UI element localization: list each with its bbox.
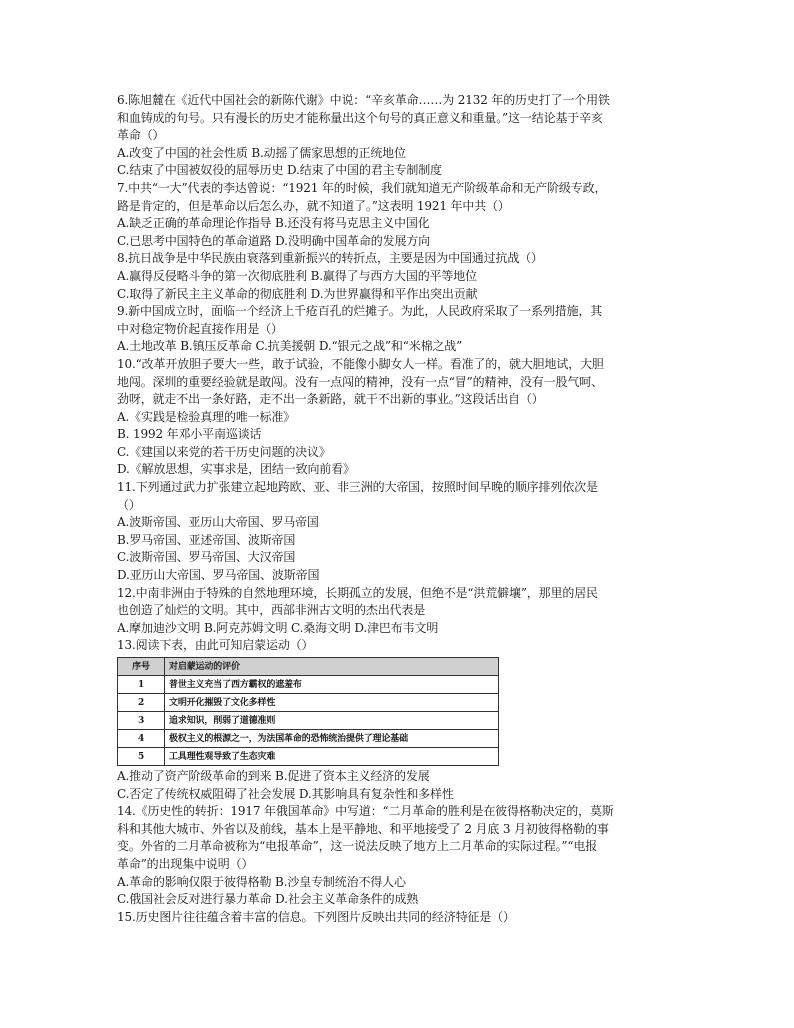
question-block bbox=[117, 303, 679, 356]
option-line: C.波斯帝国、罗马帝国、大汉帝国 bbox=[117, 550, 296, 565]
option-line: A.改变了中国的社会性质 B.动摇了儒家思想的正统地位 bbox=[117, 145, 406, 160]
table-cell: 极权主义的根源之一，为法国革命的恐怖统治提供了理论基础 bbox=[165, 730, 499, 748]
question-stem-line: 中对稳定物价起直接作用是（） bbox=[117, 321, 283, 336]
question-stem-line: 路是肯定的，但是革命以后怎么办，就不知道了。”这表明 1921 年中共（） bbox=[117, 198, 510, 213]
question-stem-line: 6.陈旭麓在《近代中国社会的新陈代谢》中说：“辛亥革命……为 2132 年的历史打了一个用铁 bbox=[117, 93, 610, 107]
question-block bbox=[117, 356, 679, 479]
question-block bbox=[117, 803, 679, 909]
question-stem-line: 革命”的出现集中说明（） bbox=[117, 856, 254, 871]
question-stem-line: 革命（） bbox=[117, 128, 165, 143]
question-stem-line: 和血铸成的句号。只有漫长的历史才能称量出这个句号的真正意义和重量。”这一结论基于辛亥 bbox=[117, 110, 603, 125]
option-line: A.波斯帝国、亚历山大帝国、罗马帝国 bbox=[117, 515, 319, 530]
option-line: D.亚历山大帝国、罗马帝国、波斯帝国 bbox=[117, 568, 320, 583]
question-stem-line: 14.《历史性的转折：1917 年俄国革命》中写道：“二月革命的胜利是在彼得格勒决定的，莫斯 bbox=[117, 804, 614, 819]
question-stem-line: 科和其他大城市、外省以及前线，基本上是平静地、和平地接受了 2 月底 3 月初彼得格勒的事 bbox=[117, 821, 609, 836]
table-header-cell: 对启蒙运动的评价 bbox=[165, 658, 499, 676]
table-row bbox=[118, 694, 499, 712]
table-cell: 1 bbox=[118, 676, 165, 694]
option-line: A.缺乏正确的革命理论作指导 B.还没有将马克思主义中国化 bbox=[117, 216, 430, 231]
table-row bbox=[118, 730, 499, 748]
table-cell: 4 bbox=[118, 730, 165, 748]
question-stem-line: （） bbox=[117, 497, 141, 512]
question-block bbox=[117, 92, 679, 180]
question-13 bbox=[117, 637, 679, 803]
question-stem-line: 15.历史图片往往蕴含着丰富的信息。下列图片反映出共同的经济特征是（） bbox=[117, 909, 515, 924]
question-block bbox=[117, 250, 679, 303]
question-stem-line: 13.阅读下表，由此可知启蒙运动（） bbox=[117, 638, 314, 653]
question-stem-line: 9.新中国成立时，面临一个经济上千疮百孔的烂摊子。为此，人民政府采取了一系列措施，其 bbox=[117, 304, 603, 319]
question-stem-line: 变。外省的二月革命被称为“电报革命”，这一说法反映了地方上二月革命的实际过程。”“电报 bbox=[117, 839, 598, 854]
table-cell: 5 bbox=[118, 748, 165, 766]
table-row bbox=[118, 676, 499, 694]
option-line: C.《建国以来党的若干历史问题的决议》 bbox=[117, 444, 331, 459]
question-block bbox=[117, 479, 679, 585]
table-cell: 普世主义充当了西方霸权的遮羞布 bbox=[165, 676, 499, 694]
option-line: A.赢得反侵略斗争的第一次彻底胜利 B.赢得了与西方大国的平等地位 bbox=[117, 268, 477, 283]
option-line: D.《解放思想，实事求是，团结一致向前看》 bbox=[117, 462, 355, 477]
table-cell: 文明开化摧毁了文化多样性 bbox=[165, 694, 499, 712]
option-line: A.《实践是检验真理的唯一标准》 bbox=[117, 409, 296, 424]
option-line: A.革命的影响仅限于彼得格勒 B.沙皇专制统治不得人心 bbox=[117, 874, 406, 889]
question-stem-line: 12.中南非洲由于特殊的自然地理环境，长期孤立的发展，但绝不是“洪荒僻壤”，那里的居民 bbox=[117, 585, 598, 600]
option-line: C.否定了传统权威阻碍了社会发展 D.其影响具有复杂性和多样性 bbox=[117, 786, 454, 801]
table-row bbox=[118, 748, 499, 766]
option-line: B.罗马帝国、亚述帝国、波斯帝国 bbox=[117, 532, 296, 547]
question-stem-line: 8.抗日战争是中华民族由衰落到重新振兴的转折点，主要是因为中国通过抗战（） bbox=[117, 251, 543, 266]
question-block bbox=[117, 909, 679, 927]
question-stem-line: 地闯。深圳的重要经验就是敢闯。没有一点闯的精神，没有一点“冒”的精神，没有一股气呵、 bbox=[117, 374, 603, 389]
option-line: A.推动了资产阶级革命的到来 B.促进了资本主义经济的发展 bbox=[117, 769, 430, 783]
table-header-cell: 序号 bbox=[118, 658, 165, 676]
question-stem-line: 7.中共“一大”代表的李达曾说：“1921 年的时候，我们就知道无产阶级革命和无产阶级专政， bbox=[117, 180, 607, 195]
table-cell: 3 bbox=[118, 712, 165, 730]
table-cell: 追求知识，削弱了道德准则 bbox=[165, 712, 499, 730]
option-line: C.已思考中国特色的革命道路 D.没明确中国革命的发展方向 bbox=[117, 233, 431, 248]
question-block bbox=[117, 585, 679, 638]
option-line: C.结束了中国被奴役的屈辱历史 D.结束了中国的君主专制制度 bbox=[117, 163, 442, 178]
question-group-b bbox=[117, 803, 679, 926]
exam-page bbox=[117, 92, 679, 926]
question-stem-line: 11.下列通过武力扩张建立起地跨欧、亚、非三洲的大帝国，按照时间早晚的顺序排列依次是 bbox=[117, 480, 598, 495]
question-stem-line: 也创造了灿烂的文明。其中，西部非洲古文明的杰出代表是 bbox=[117, 603, 426, 618]
table-row bbox=[118, 712, 499, 730]
option-line: C.取得了新民主主义革命的彻底胜利 D.为世界赢得和平作出突出贡献 bbox=[117, 286, 478, 301]
question-block bbox=[117, 180, 679, 250]
table-header-row bbox=[118, 658, 499, 676]
enlightenment-table bbox=[117, 657, 499, 766]
option-line: A.土地改革 B.镇压反革命 C.抗美援朝 D.“银元之战”和“米棉之战” bbox=[117, 339, 463, 354]
question-stem-line: 劲呀，就走不出一条好路，走不出一条新路，就干不出新的事业。”这段话出自（） bbox=[117, 392, 544, 407]
option-line: B. 1992 年邓小平南巡谈话 bbox=[117, 427, 262, 442]
option-line: A.摩加迪沙文明 B.阿克苏姆文明 C.桑海文明 D.津巴布韦文明 bbox=[117, 620, 439, 635]
question-group-a bbox=[117, 92, 679, 637]
question-stem-line: 10.“改革开放胆子要大一些，敢于试验，不能像小脚女人一样。看准了的，就大胆地试，大胆 bbox=[117, 356, 604, 371]
option-line: C.俄国社会反对进行暴力革命 D.社会主义革命条件的成熟 bbox=[117, 892, 419, 907]
table-cell: 2 bbox=[118, 694, 165, 712]
table-cell: 工具理性观导致了生态灾难 bbox=[165, 748, 499, 766]
